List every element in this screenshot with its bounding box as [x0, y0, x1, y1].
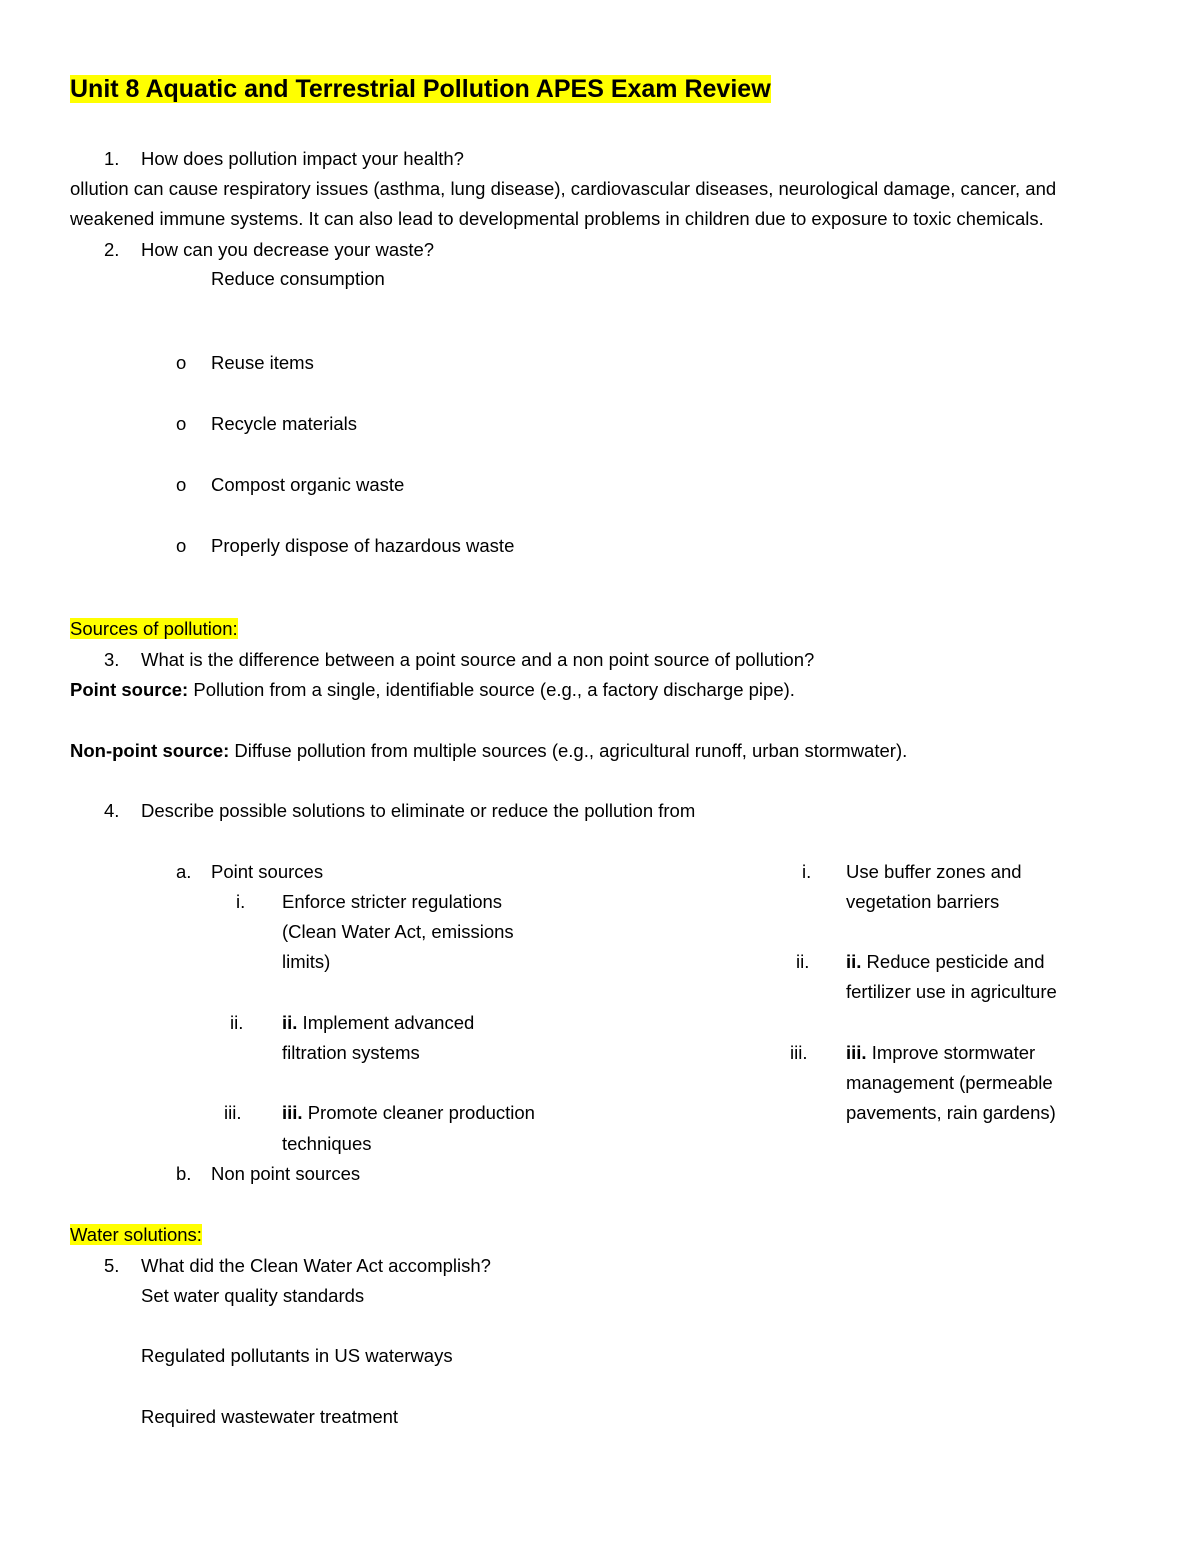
q2-number: 2.	[104, 239, 120, 260]
point-i-number: i.	[236, 891, 246, 912]
q1-question: How does pollution impact your health?	[141, 148, 464, 169]
point-i-line-3: limits)	[282, 951, 331, 972]
q5-number: 5.	[104, 1255, 120, 1276]
point-iii-number: iii.	[224, 1102, 242, 1123]
point-i-line-2: (Clean Water Act, emissions	[282, 921, 514, 942]
point-i-line-1: Enforce stricter regulations	[282, 891, 503, 912]
list-item: Reuse items	[211, 352, 314, 373]
water-heading: Water solutions:	[70, 1224, 202, 1245]
bullet-icon: o	[176, 535, 187, 556]
nonpoint-source-definition: Non-point source: Diffuse pollution from multiple sources (e.g., agricultural runoff, urban stormwater).	[70, 740, 908, 761]
nonpoint-iii-line-1: iii. Improve stormwater	[846, 1042, 1036, 1063]
point-iii-line-1: iii. Promote cleaner production	[282, 1102, 535, 1123]
list-item: Compost organic waste	[211, 474, 405, 495]
q4-a-text: Point sources	[211, 861, 324, 882]
point-source-definition: Point source: Pollution from a single, identifiable source (e.g., a factory discharge pipe).	[70, 679, 795, 700]
bullet-icon: o	[176, 413, 187, 434]
bullet-icon: o	[176, 474, 187, 495]
bullet-icon: o	[176, 352, 187, 373]
q3-question: What is the difference between a point source and a non point source of pollution?	[141, 649, 815, 670]
q2-question: How can you decrease your waste?	[141, 239, 435, 260]
q5-answer: Required wastewater treatment	[141, 1406, 399, 1427]
nonpoint-i-line-1: Use buffer zones and	[846, 861, 1022, 882]
nonpoint-iii-number: iii.	[790, 1042, 808, 1063]
nonpoint-ii-line-1: ii. Reduce pesticide and	[846, 951, 1045, 972]
nonpoint-iii-line-3: pavements, rain gardens)	[846, 1102, 1056, 1123]
point-ii-number: ii.	[230, 1012, 244, 1033]
q5-answer: Set water quality standards	[141, 1285, 365, 1306]
list-item: Recycle materials	[211, 413, 357, 434]
point-ii-line-1: ii. Implement advanced	[282, 1012, 475, 1033]
point-ii-line-2: filtration systems	[282, 1042, 420, 1063]
sources-heading: Sources of pollution:	[70, 618, 238, 639]
point-iii-line-2: techniques	[282, 1133, 372, 1154]
q3-number: 3.	[104, 649, 120, 670]
q4-question: Describe possible solutions to eliminate or reduce the pollution from	[141, 800, 696, 821]
q1-answer-line-2: weakened immune systems. It can also lead to developmental problems in children due to exposure to toxic chemicals.	[70, 208, 1044, 229]
nonpoint-ii-number: ii.	[796, 951, 810, 972]
nonpoint-i-line-2: vegetation barriers	[846, 891, 1000, 912]
q2-first-answer: Reduce consumption	[211, 268, 385, 289]
nonpoint-i-number: i.	[802, 861, 812, 882]
q4-a-label: a.	[176, 861, 192, 882]
q5-question: What did the Clean Water Act accomplish?	[141, 1255, 491, 1276]
nonpoint-ii-line-2: fertilizer use in agriculture	[846, 981, 1057, 1002]
q4-b-label: b.	[176, 1163, 192, 1184]
list-item: Properly dispose of hazardous waste	[211, 535, 515, 556]
nonpoint-iii-line-2: management (permeable	[846, 1072, 1053, 1093]
q1-number: 1.	[104, 148, 120, 169]
q4-b-text: Non point sources	[211, 1163, 361, 1184]
page-title: Unit 8 Aquatic and Terrestrial Pollution APES Exam Review	[70, 75, 771, 103]
q1-answer-line-1: ollution can cause respiratory issues (asthma, lung disease), cardiovascular diseases, neurological damage, cancer, and	[70, 178, 1057, 199]
q4-number: 4.	[104, 800, 120, 821]
q5-answer: Regulated pollutants in US waterways	[141, 1345, 453, 1366]
